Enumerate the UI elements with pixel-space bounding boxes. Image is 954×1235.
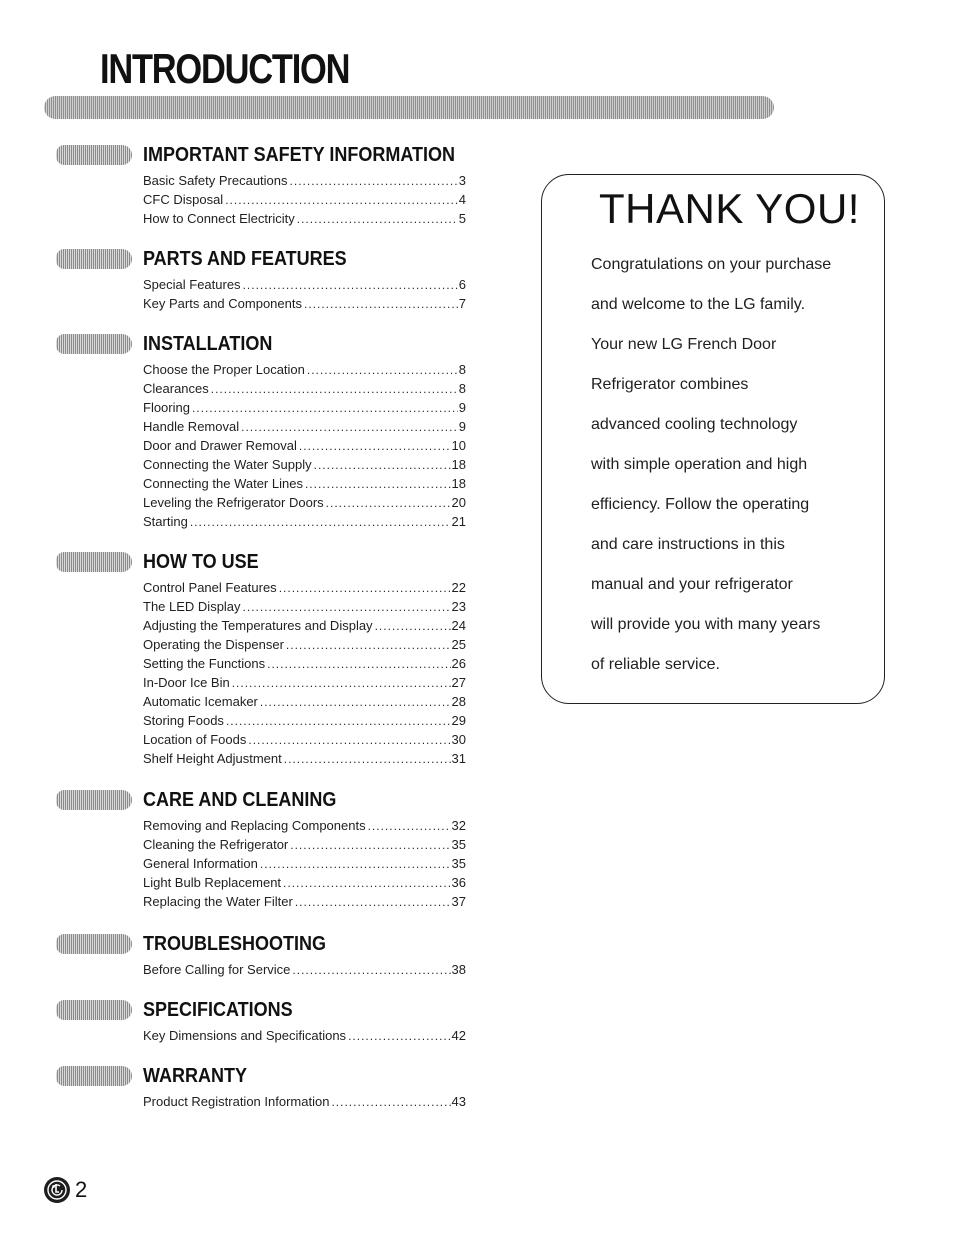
toc-section-header bbox=[56, 143, 476, 167]
toc-dot-leader bbox=[241, 418, 458, 437]
toc-section bbox=[56, 143, 476, 228]
toc-entry[interactable] bbox=[143, 171, 466, 190]
toc-entry[interactable] bbox=[143, 654, 466, 673]
toc-entry[interactable] bbox=[143, 360, 466, 379]
toc-entry-page: 37 bbox=[451, 894, 466, 909]
toc-entry-list bbox=[56, 171, 476, 228]
toc-entry-label: Automatic Icemaker bbox=[143, 694, 258, 709]
toc-entry[interactable] bbox=[143, 835, 466, 854]
toc-entry-page: 8 bbox=[458, 362, 466, 377]
toc-dot-leader bbox=[304, 295, 458, 314]
toc-dot-leader bbox=[326, 494, 451, 513]
toc-entry-page: 8 bbox=[458, 381, 466, 396]
toc-entry[interactable] bbox=[143, 436, 466, 455]
toc-entry-list bbox=[56, 960, 476, 979]
toc-entry-page: 29 bbox=[451, 713, 466, 728]
thank-you-line: will provide you with many years bbox=[591, 616, 821, 633]
toc-entry-page: 25 bbox=[451, 637, 466, 652]
toc-section-title: TROUBLESHOOTING bbox=[143, 933, 327, 955]
toc-entry-label: The LED Display bbox=[143, 599, 241, 614]
toc-entry-list bbox=[56, 1026, 476, 1045]
toc-entry-label: Shelf Height Adjustment bbox=[143, 751, 282, 766]
thank-you-message bbox=[591, 245, 831, 685]
toc-entry[interactable] bbox=[143, 398, 466, 417]
toc-entry-list bbox=[56, 816, 476, 911]
toc-dot-leader bbox=[260, 693, 451, 712]
toc-entry[interactable] bbox=[143, 730, 466, 749]
toc-entry[interactable] bbox=[143, 673, 466, 692]
toc-entry-label: Choose the Proper Location bbox=[143, 362, 305, 377]
toc-entry-label: Key Parts and Components bbox=[143, 296, 302, 311]
toc-entry-page: 28 bbox=[451, 694, 466, 709]
toc-dot-leader bbox=[260, 855, 451, 874]
thank-you-box bbox=[541, 174, 885, 704]
toc-entry-label: Basic Safety Precautions bbox=[143, 173, 288, 188]
toc-dot-leader bbox=[314, 456, 451, 475]
toc-entry[interactable] bbox=[143, 597, 466, 616]
toc-dot-leader bbox=[192, 399, 458, 418]
lg-logo-icon bbox=[44, 1177, 70, 1203]
thank-you-line: Congratulations on your purchase bbox=[591, 256, 832, 273]
toc-entry[interactable] bbox=[143, 512, 466, 531]
toc-section bbox=[56, 332, 476, 531]
toc-entry-page: 38 bbox=[451, 962, 466, 977]
toc-entry[interactable] bbox=[143, 1026, 466, 1045]
toc-dot-leader bbox=[211, 380, 458, 399]
toc-section-title: HOW TO USE bbox=[143, 551, 259, 573]
toc-entry-page: 27 bbox=[451, 675, 466, 690]
toc-entry[interactable] bbox=[143, 635, 466, 654]
toc-section bbox=[56, 247, 476, 313]
toc-entry[interactable] bbox=[143, 616, 466, 635]
toc-entry-label: Connecting the Water Supply bbox=[143, 457, 312, 472]
toc-dot-leader bbox=[331, 1093, 450, 1112]
toc-dot-leader bbox=[243, 598, 451, 617]
toc-entry-page: 24 bbox=[451, 618, 466, 633]
toc-entry-label: General Information bbox=[143, 856, 258, 871]
toc-entry-label: Control Panel Features bbox=[143, 580, 277, 595]
toc-entry-page: 36 bbox=[451, 875, 466, 890]
thank-you-line: efficiency. Follow the operating bbox=[591, 496, 810, 513]
toc-entry-label: Special Features bbox=[143, 277, 241, 292]
toc-entry[interactable] bbox=[143, 1092, 466, 1111]
section-tab-icon bbox=[56, 552, 132, 572]
toc-section-title: INSTALLATION bbox=[143, 333, 273, 355]
section-tab-icon bbox=[56, 1000, 132, 1020]
toc-entry-label: Clearances bbox=[143, 381, 209, 396]
toc-entry-list bbox=[56, 360, 476, 531]
toc-entry[interactable] bbox=[143, 692, 466, 711]
toc-entry-label: Replacing the Water Filter bbox=[143, 894, 293, 909]
toc-entry-page: 18 bbox=[451, 476, 466, 491]
thank-you-line: manual and your refrigerator bbox=[591, 576, 793, 593]
toc-dot-leader bbox=[226, 712, 451, 731]
toc-dot-leader bbox=[290, 836, 450, 855]
toc-section-title: CARE AND CLEANING bbox=[143, 789, 337, 811]
page-number: 2 bbox=[75, 1177, 88, 1202]
toc-entry[interactable] bbox=[143, 749, 466, 768]
section-tab-icon bbox=[56, 249, 132, 269]
toc-entry-label: Adjusting the Temperatures and Display bbox=[143, 618, 373, 633]
section-tab-icon bbox=[56, 790, 132, 810]
toc-entry-label: Before Calling for Service bbox=[143, 962, 291, 977]
toc-entry[interactable] bbox=[143, 190, 466, 209]
toc-dot-leader bbox=[232, 674, 451, 693]
toc-entry-page: 9 bbox=[458, 419, 466, 434]
page-footer bbox=[44, 1176, 87, 1204]
toc-section-title: SPECIFICATIONS bbox=[143, 999, 293, 1021]
toc-entry-page: 43 bbox=[451, 1094, 466, 1109]
thank-you-line: advanced cooling technology bbox=[591, 416, 798, 433]
toc-entry-label: Door and Drawer Removal bbox=[143, 438, 297, 453]
section-tab-icon bbox=[56, 334, 132, 354]
toc-entry-label: Flooring bbox=[143, 400, 190, 415]
toc-section bbox=[56, 1064, 476, 1111]
toc-entry-label: Setting the Functions bbox=[143, 656, 266, 671]
toc-entry-label: Leveling the Refrigerator Doors bbox=[143, 495, 324, 510]
toc-dot-leader bbox=[290, 172, 458, 191]
toc-entry-page: 26 bbox=[451, 656, 466, 671]
toc-entry-page: 7 bbox=[458, 296, 466, 311]
toc-entry-page: 20 bbox=[451, 495, 466, 510]
toc-entry-page: 23 bbox=[451, 599, 466, 614]
toc-section bbox=[56, 998, 476, 1045]
toc-entry-label: Operating the Dispenser bbox=[143, 637, 284, 652]
toc-section-title: WARRANTY bbox=[143, 1065, 247, 1087]
toc-entry-label: CFC Disposal bbox=[143, 192, 224, 207]
toc-dot-leader bbox=[286, 636, 451, 655]
toc-entry-label: Light Bulb Replacement bbox=[143, 875, 282, 890]
toc-entry-page: 18 bbox=[451, 457, 466, 472]
toc-dot-leader bbox=[295, 893, 451, 912]
toc-entry[interactable] bbox=[143, 455, 466, 474]
toc-dot-leader bbox=[279, 579, 451, 598]
toc-entry-list bbox=[56, 578, 476, 768]
toc-entry[interactable] bbox=[143, 854, 466, 873]
toc-entry[interactable] bbox=[143, 960, 466, 979]
toc-entry-page: 22 bbox=[451, 580, 466, 595]
toc-entry-label: Handle Removal bbox=[143, 419, 240, 434]
toc-dot-leader bbox=[305, 475, 451, 494]
toc-entry-label: Key Dimensions and Specifications bbox=[143, 1028, 347, 1043]
thank-you-line: Your new LG French Door bbox=[591, 336, 777, 353]
toc-entry[interactable] bbox=[143, 209, 466, 228]
toc-dot-leader bbox=[299, 437, 451, 456]
toc-entry-page: 31 bbox=[451, 751, 466, 766]
toc-dot-leader bbox=[225, 191, 458, 210]
toc-section-header bbox=[56, 1064, 476, 1088]
toc-entry[interactable] bbox=[143, 892, 466, 911]
toc-section-title: IMPORTANT SAFETY INFORMATION bbox=[143, 144, 455, 166]
toc-entry-label: Starting bbox=[143, 514, 188, 529]
toc-dot-leader bbox=[307, 361, 458, 380]
toc-entry-label: Product Registration Information bbox=[143, 1094, 330, 1109]
toc-entry-page: 32 bbox=[451, 818, 466, 833]
toc-section bbox=[56, 550, 476, 768]
toc-section-header bbox=[56, 332, 476, 356]
toc-entry-label: Connecting the Water Lines bbox=[143, 476, 303, 491]
toc-entry[interactable] bbox=[143, 711, 466, 730]
thank-you-title: THANK YOU! bbox=[599, 185, 860, 232]
toc-dot-leader bbox=[284, 750, 451, 769]
toc-section bbox=[56, 932, 476, 979]
thank-you-line: and care instructions in this bbox=[591, 536, 785, 553]
toc-entry-label: In-Door Ice Bin bbox=[143, 675, 230, 690]
toc-section-header bbox=[56, 788, 476, 812]
toc-entry-page: 6 bbox=[458, 277, 466, 292]
toc-entry[interactable] bbox=[143, 474, 466, 493]
toc-entry-label: Location of Foods bbox=[143, 732, 247, 747]
toc-entry-page: 21 bbox=[451, 514, 466, 529]
toc-dot-leader bbox=[248, 731, 450, 750]
page-title: INTRODUCTION bbox=[100, 45, 350, 92]
toc-section-header bbox=[56, 932, 476, 956]
toc-entry-page: 35 bbox=[451, 856, 466, 871]
section-tab-icon bbox=[56, 934, 132, 954]
toc-entry-page: 35 bbox=[451, 837, 466, 852]
toc-dot-leader bbox=[292, 961, 450, 980]
toc-dot-leader bbox=[267, 655, 450, 674]
toc-entry-label: How to Connect Electricity bbox=[143, 211, 295, 226]
toc-entry-label: Removing and Replacing Components bbox=[143, 818, 366, 833]
toc-entry[interactable] bbox=[143, 379, 466, 398]
section-tab-icon bbox=[56, 145, 132, 165]
toc-entry[interactable] bbox=[143, 294, 466, 313]
toc-entry-page: 42 bbox=[451, 1028, 466, 1043]
toc-dot-leader bbox=[297, 210, 458, 229]
toc-entry-page: 5 bbox=[458, 211, 466, 226]
thank-you-line: Refrigerator combines bbox=[591, 376, 749, 393]
toc-entry-list bbox=[56, 275, 476, 313]
toc-dot-leader bbox=[348, 1027, 450, 1046]
thank-you-line: with simple operation and high bbox=[591, 456, 808, 473]
toc-entry-page: 30 bbox=[451, 732, 466, 747]
toc-entry-label: Storing Foods bbox=[143, 713, 224, 728]
toc-dot-leader bbox=[368, 817, 451, 836]
thank-you-line: of reliable service. bbox=[591, 656, 720, 673]
toc-entry-page: 9 bbox=[458, 400, 466, 415]
toc-dot-leader bbox=[283, 874, 451, 893]
toc-entry[interactable] bbox=[143, 816, 466, 835]
toc-section-header bbox=[56, 998, 476, 1022]
toc-entry[interactable] bbox=[143, 493, 466, 512]
section-tab-icon bbox=[56, 1066, 132, 1086]
toc-section bbox=[56, 788, 476, 911]
toc-entry[interactable] bbox=[143, 417, 466, 436]
toc-entry-page: 10 bbox=[451, 438, 466, 453]
toc-entry[interactable] bbox=[143, 275, 466, 294]
toc-dot-leader bbox=[190, 513, 451, 532]
toc-entry-label: Cleaning the Refrigerator bbox=[143, 837, 289, 852]
toc-entry[interactable] bbox=[143, 873, 466, 892]
toc-dot-leader bbox=[375, 617, 451, 636]
toc-section-header bbox=[56, 550, 476, 574]
toc-entry-page: 4 bbox=[458, 192, 466, 207]
toc-entry-page: 3 bbox=[458, 173, 466, 188]
toc-dot-leader bbox=[243, 276, 458, 295]
toc-section-title: PARTS AND FEATURES bbox=[143, 248, 347, 270]
thank-you-line: and welcome to the LG family. bbox=[591, 296, 806, 313]
toc-entry-list bbox=[56, 1092, 476, 1111]
toc-entry[interactable] bbox=[143, 578, 466, 597]
toc-section-header bbox=[56, 247, 476, 271]
